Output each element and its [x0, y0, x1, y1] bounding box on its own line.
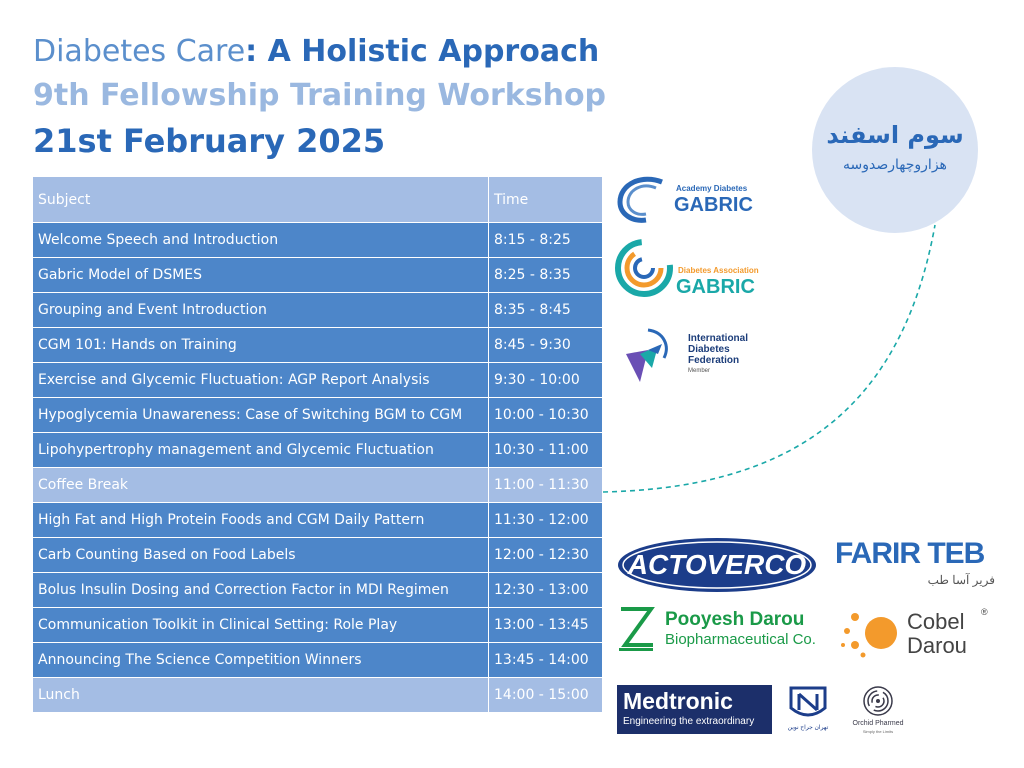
- gabric-swirl-icon: [614, 174, 674, 224]
- gabric-academy-name: GABRIC: [674, 194, 753, 216]
- actoverco-name: ACTOVERCO: [627, 549, 807, 580]
- session-subject: Gabric Model of DSMES: [33, 258, 489, 293]
- tehran-jarah-logo: [785, 684, 831, 736]
- gabric-academy-small: Academy Diabetes: [676, 184, 748, 193]
- medtronic-logo: [617, 685, 772, 734]
- workshop-subtitle: 9th Fellowship Training Workshop: [33, 78, 607, 113]
- session-subject: Announcing The Science Competition Winners: [33, 643, 489, 678]
- session-subject: Grouping and Event Introduction: [33, 293, 489, 328]
- persian-date-line2: هزاروچهارصدوسه: [843, 157, 947, 173]
- session-subject: Lipohypertrophy management and Glycemic Fluctuation: [33, 433, 489, 468]
- session-time: 11:30 - 12:00: [489, 503, 603, 538]
- cobel-line1: Cobel: [907, 609, 965, 634]
- cobel-dots-icon: [835, 605, 897, 661]
- session-subject: Hypoglycemia Unawareness: Case of Switching BGM to CGM: [33, 398, 489, 433]
- session-time: 9:30 - 10:00: [489, 363, 603, 398]
- orchid-tagline: Simply the Limits: [862, 729, 894, 734]
- orchid-pharmed-logo: [850, 684, 906, 736]
- hummingbird-icon: [618, 324, 678, 388]
- event-date: 21st February 2025: [33, 122, 386, 160]
- persian-date-line1: سوم اسفند: [826, 121, 964, 149]
- gabric-association-name: GABRIC: [676, 276, 755, 298]
- session-time: 8:15 - 8:25: [489, 223, 603, 258]
- session-time: 8:35 - 8:45: [489, 293, 603, 328]
- pooyesh-mark-icon: [615, 605, 657, 653]
- session-subject: Exercise and Glycemic Fluctuation: AGP Report Analysis: [33, 363, 489, 398]
- cobel-registered-mark: ®: [981, 607, 988, 617]
- gabric-association-logo: [614, 236, 764, 300]
- session-subject: High Fat and High Protein Foods and CGM Daily Pattern: [33, 503, 489, 538]
- session-time: 12:00 - 12:30: [489, 538, 603, 573]
- actoverco-logo: [617, 537, 817, 593]
- session-time: 14:00 - 15:00: [489, 678, 603, 713]
- session-time: 11:00 - 11:30: [489, 468, 603, 503]
- session-time: 8:45 - 9:30: [489, 328, 603, 363]
- pooyesh-line1: Pooyesh Darou: [665, 609, 805, 630]
- tehran-jarah-shield-icon: [785, 684, 831, 724]
- title-part2: : A Holistic Approach: [245, 34, 600, 69]
- cobel-line2: Darou: [907, 633, 967, 658]
- session-subject: Communication Toolkit in Clinical Setting: Role Play: [33, 608, 489, 643]
- session-time: 8:25 - 8:35: [489, 258, 603, 293]
- farir-teb-logo: [835, 537, 995, 593]
- idf-line2: Diabetes: [688, 344, 730, 355]
- session-time: 13:00 - 13:45: [489, 608, 603, 643]
- gabric-association-swirl-icon: [614, 236, 676, 300]
- session-time: 10:30 - 11:00: [489, 433, 603, 468]
- farir-teb-name: FARIR TEB: [835, 537, 985, 570]
- session-time: 10:00 - 10:30: [489, 398, 603, 433]
- orchid-fingerprint-icon: [850, 684, 906, 718]
- header-subject: Subject: [33, 177, 489, 223]
- gabric-association-small: Diabetes Association: [678, 266, 759, 275]
- session-subject: Bolus Insulin Dosing and Correction Factor in MDI Regimen: [33, 573, 489, 608]
- farir-teb-persian: فریر آسا طب: [927, 573, 995, 587]
- session-subject: CGM 101: Hands on Training: [33, 328, 489, 363]
- cobel-darou-logo: [835, 605, 995, 661]
- session-subject: Lunch: [33, 678, 489, 713]
- title-part1: Diabetes Care: [33, 34, 246, 69]
- session-subject: Coffee Break: [33, 468, 489, 503]
- session-subject: Welcome Speech and Introduction: [33, 223, 489, 258]
- idf-logo: [618, 324, 768, 388]
- header-time: Time: [489, 177, 603, 223]
- persian-date-badge: [812, 67, 978, 233]
- pooyesh-line2: Biopharmaceutical Co.: [665, 631, 816, 648]
- gabric-academy-logo: [614, 174, 764, 224]
- orchid-name: Orchid Pharmed: [852, 720, 904, 727]
- pooyesh-darou-logo: [615, 605, 825, 655]
- session-subject: Carb Counting Based on Food Labels: [33, 538, 489, 573]
- session-time: 13:45 - 14:00: [489, 643, 603, 678]
- medtronic-tagline: Engineering the extraordinary: [623, 716, 755, 727]
- idf-member: Member: [688, 368, 711, 374]
- session-time: 12:30 - 13:00: [489, 573, 603, 608]
- medtronic-name: Medtronic: [623, 688, 733, 714]
- tehran-jarah-name: تهران جراح نوین: [787, 725, 829, 731]
- idf-line3: Federation: [688, 355, 740, 366]
- idf-line1: International: [688, 333, 749, 344]
